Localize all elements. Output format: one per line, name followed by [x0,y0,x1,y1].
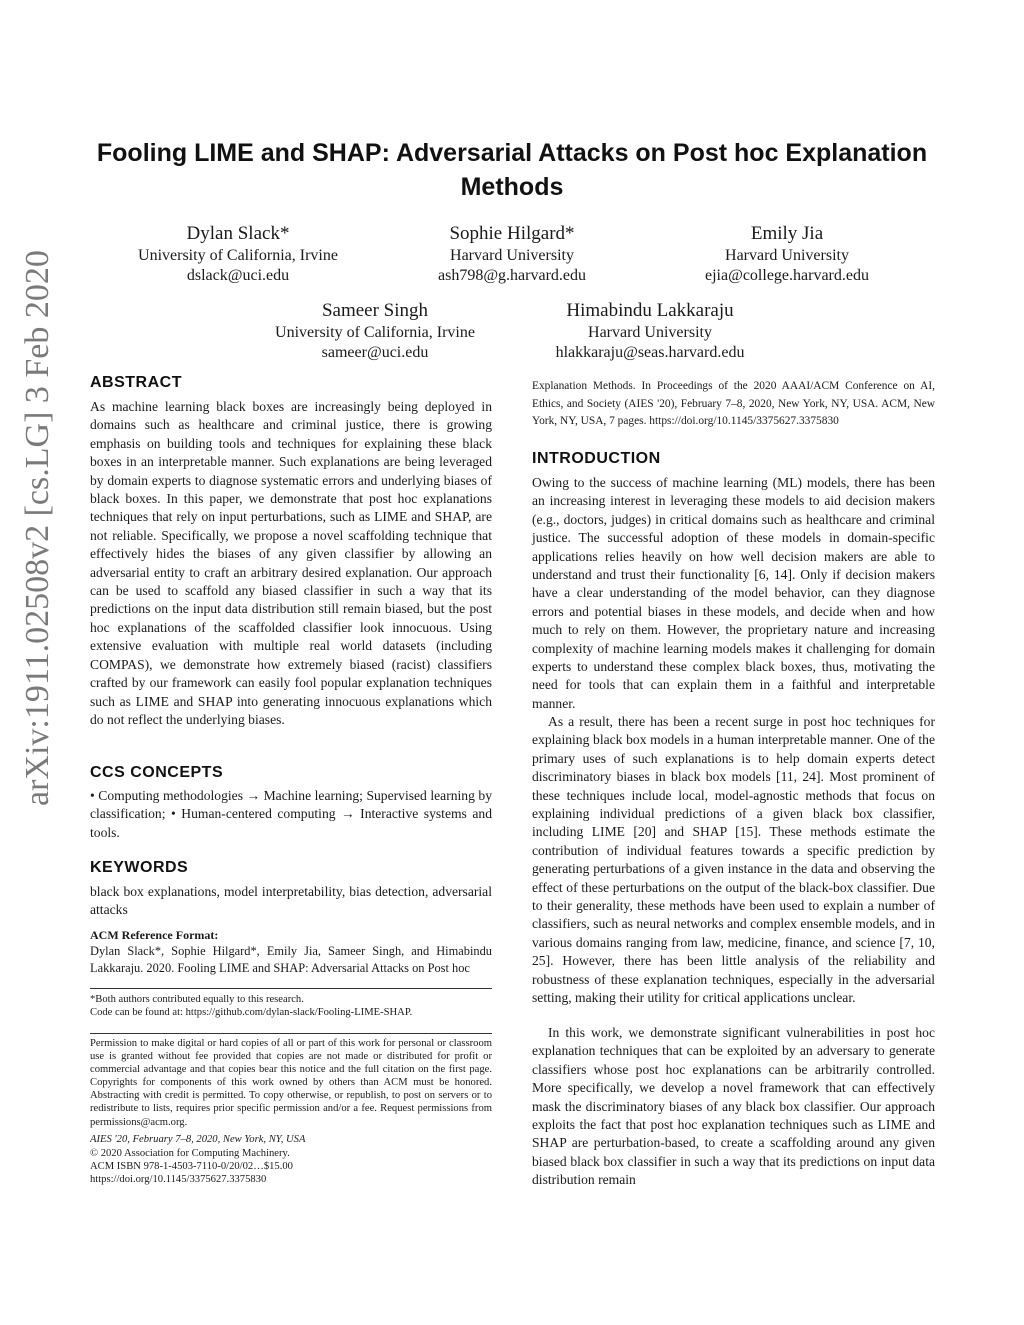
permission-text: Permission to make digital or hard copies of all or part of this work for personal or classroom use is granted without fee provided that copies are not made or distributed for profit or commercial advantage and that copies bear this notice and the full citation on the first page. Copyrights for components of this work owned by others than ACM must be honored. Abstracting with credit is permitted. To copy otherwise, or republish, to post on servers or to redistribute to lists, requires prior specific permission and/or a fee. Request permissions from permissions@acm.org. [90,1038,492,1128]
introduction-heading: INTRODUCTION [532,450,661,467]
ccs-heading: CCS CONCEPTS [90,764,224,781]
author-email: sameer@uci.edu [321,344,429,361]
footnote: Code can be found at: https://github.com/dylan-slack/Fooling-LIME-SHAP. [90,1007,413,1018]
author-block [530,299,770,363]
ccs-concepts: • Computing methodologies → Machine learning; Supervised learning by classification; • Human-centered computing → Interactive systems and tools. [90,788,492,840]
author-name: Sameer Singh [321,300,429,321]
venue-line: AIES '20, February 7–8, 2020, New York, NY, USA [90,1134,306,1145]
author-block [667,222,907,286]
author-name: Sophie Hilgard* [449,223,575,244]
copyright-line: © 2020 Association for Computing Machinery. [90,1148,290,1159]
author-email: hlakkaraju@seas.harvard.edu [555,344,745,361]
author-name: Emily Jia [750,223,824,244]
footnote-rule [90,988,492,989]
isbn-line: ACM ISBN 978-1-4503-7110-0/20/02…$15.00 [90,1161,293,1172]
footnote: *Both authors contributed equally to this research. [90,994,304,1005]
doi-link[interactable]: https://doi.org/10.1145/3375627.3375830 [90,1174,267,1185]
intro-paragraph: In this work, we demonstrate significant vulnerabilities in post hoc explanation techniques that can be exploited by an adversary to generate classifiers whose post hoc explanations can be arbitrarily controlled. More specifically, we develop a novel framework that can effectively mask the discriminatory biases of any black box classifier. Our approach exploits the fact that post hoc explanation techniques such as LIME and SHAP are perturbation-based, to create a scaffolding around any given biased black box classifier in such a way that its predictions on input data distribution remain [532,1025,935,1188]
author-name: Dylan Slack* [186,223,290,244]
arxiv-stamp: arXiv:1911.02508v2 [cs.LG] 3 Feb 2020 [19,250,56,806]
intro-paragraph: Owing to the success of machine learning (ML) models, there has been an increasing interest in leveraging these models to aid decision makers (e.g., doctors, judges) in critical domains such as healthcare and criminal justice. The successful adoption of these models in domain-specific applications relies heavily on how well decision makers are able to understand and trust their functionality [6, 14]. Only if decision makers have a clear understanding of the model behavior, can they diagnose errors and potential biases in these models, and decide when and how much to rely on them. However, the proprietary nature and increasing complexity of machine learning models makes it challenging for domain experts to understand these complex black boxes, thus, motivating the need for tools that can explain them in a faithful and interpretable manner. [532,475,935,711]
author-affiliation: University of California, Irvine [275,324,475,341]
author-email: ash798@g.harvard.edu [437,267,587,284]
keywords-text: black box explanations, model interpretability, bias detection, adversarial attacks [90,884,492,918]
author-block [392,222,632,286]
abstract-text: As machine learning black boxes are increasingly being deployed in domains such as healthcare and criminal justice, there is growing emphasis on building tools and techniques for explaining these black boxes in an interpretable manner. Such explanations are being leveraged by domain experts to diagnose systematic errors and underlying biases of black boxes. In this paper, we demonstrate that post hoc explanations techniques that rely on input perturbations, such as LIME and SHAP, are not reliable. Specifically, we propose a novel scaffolding technique that effectively hides the biases of any given classifier by allowing an adversarial entity to craft an arbitrary desired explanation. Our approach can be used to scaffold any biased classifier in such a way that its predictions on the input data distribution still remain biased, but the post hoc explanations of the scaffolded classifier look innocuous. Using extensive evaluation with multiple real world datasets (including COMPAS), we demonstrate how extremely biased (racist) classifiers crafted by our framework can easily fool popular explanation techniques such as LIME and SHAP into generating innocuous explanations which do not reflect the underlying biases. [90,399,492,727]
abstract-heading: ABSTRACT [90,374,182,391]
acm-ref-text: Dylan Slack*, Sophie Hilgard*, Emily Jia, Sameer Singh, and Himabindu Lakkaraju. 2020. Fooling LIME and SHAP: Adversarial Attacks on Post hoc [90,944,492,975]
author-email: ejia@college.harvard.edu [705,267,869,284]
author-block [118,222,358,286]
author-name: Himabindu Lakkaraju [566,300,734,321]
acm-ref-continued: Explanation Methods. In Proceedings of the 2020 AAAI/ACM Conference on AI, Ethics, and Society (AIES '20), February 7–8, 2020, New York, NY, USA. ACM, New York, NY, USA, 7 pages. https://doi.org/10.1145/3375627.3375830 [532,380,935,427]
author-email: dslack@uci.edu [186,267,290,284]
keywords-heading: KEYWORDS [90,859,189,876]
acm-ref-heading: ACM Reference Format: [90,928,219,942]
author-affiliation: Harvard University [588,324,712,341]
author-block [255,299,495,363]
intro-paragraph: As a result, there has been a recent surge in post hoc techniques for explaining black box models in a human interpretable manner. One of the primary uses of such explanations is to help domain experts detect discriminatory biases in black box models [11, 24]. Most prominent of these techniques include local, model-agnostic methods that focus on explaining individual predictions of a given black box classifier, including LIME [20] and SHAP [15]. These methods estimate the contribution of individual features towards a specific prediction by generating perturbations of a given instance in the data and observing the effect of these perturbations on the output of the black-box classifier. Due to their generality, these methods have been used to explain a number of classifiers, such as neural networks and complex ensemble models, and in various domains ranging from law, medicine, finance, and science [7, 10, 25]. However, there has been little analysis of the reliability and robustness of these explanation techniques, especially in the adversarial setting, making their utility for critical applications unclear. [532,714,935,1006]
paper-title: Fooling LIME and SHAP: Adversarial Attacks on Post hoc Explanation Methods [96,139,928,201]
author-affiliation: Harvard University [725,247,849,264]
author-affiliation: Harvard University [450,247,574,264]
permission-rule [90,1033,492,1034]
author-affiliation: University of California, Irvine [138,247,338,264]
